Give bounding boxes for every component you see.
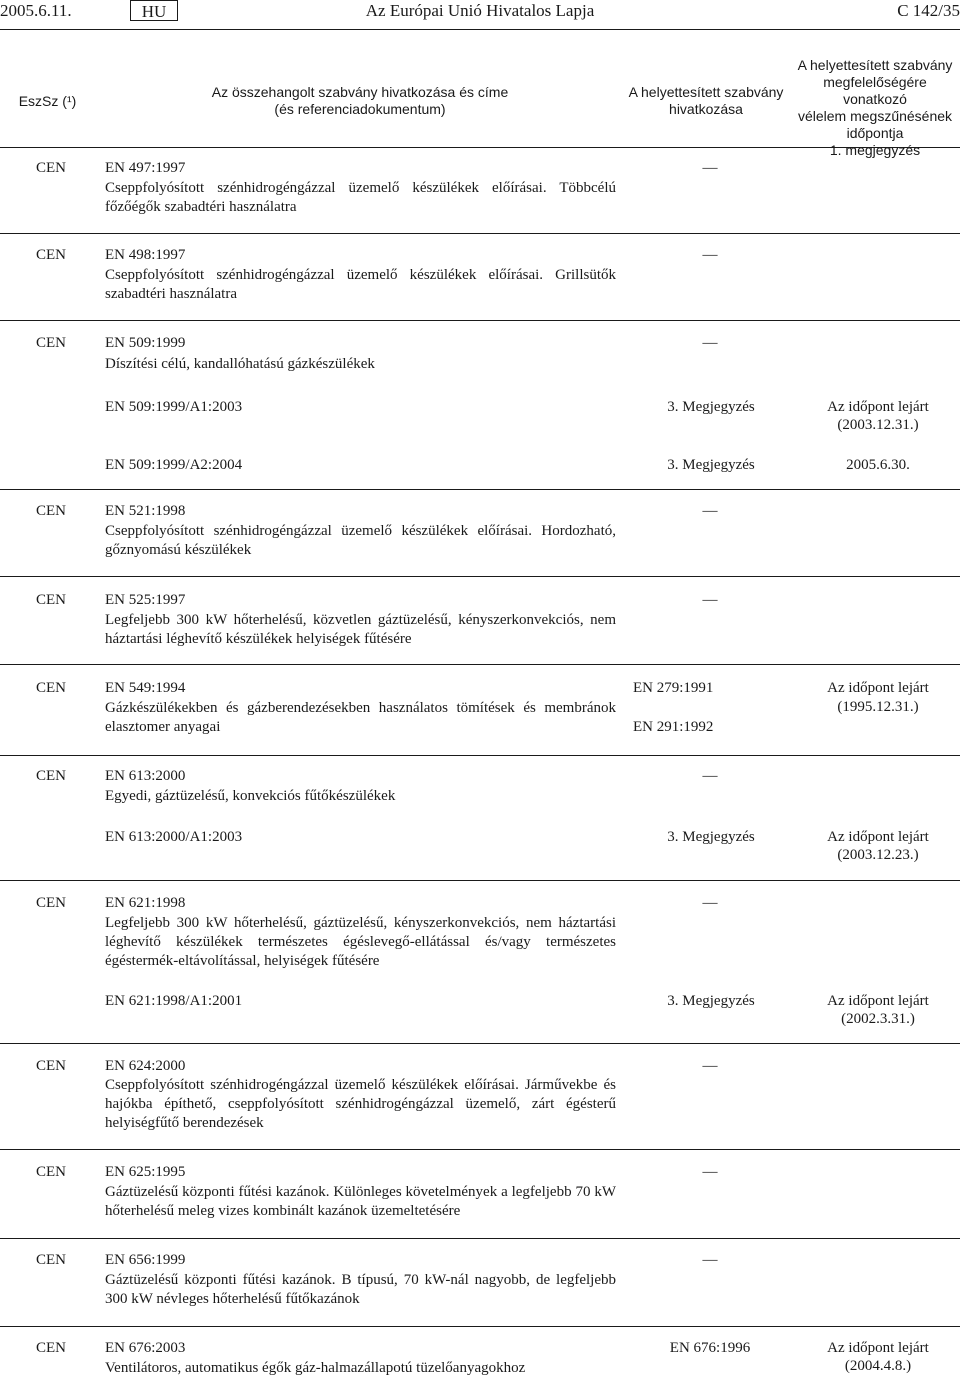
cessation-date: Az időpont lejárt bbox=[827, 993, 929, 1009]
language-badge: HU bbox=[130, 0, 178, 21]
row-rule bbox=[0, 1238, 960, 1239]
standard-title: Cseppfolyósított szénhidrogéngázzal üzemelő készülékek előírásai. Hordozható, gőznyomású készülékek bbox=[105, 523, 616, 558]
header-rule bbox=[0, 29, 960, 30]
standard-title: Legfeljebb 300 kW hőterhelésű, közvetlen gáztüzelésű, kényszerkonvekciós, nem háztartási léghevítő készülékek helyiségek fűtésére bbox=[105, 612, 616, 647]
esz-cell: CEN bbox=[36, 895, 66, 911]
esz-cell: CEN bbox=[36, 768, 66, 784]
standard-ref: EN 624:2000 bbox=[105, 1058, 186, 1074]
standard-ref: EN 525:1997 bbox=[105, 592, 186, 608]
amendment-ref: EN 621:1998/A1:2001 bbox=[105, 993, 243, 1009]
row-rule bbox=[0, 1326, 960, 1327]
superseded-ref: EN 291:1992 bbox=[633, 719, 714, 735]
superseded-ref: EN 279:1991 bbox=[633, 680, 714, 696]
esz-cell: CEN bbox=[36, 503, 66, 519]
esz-cell: CEN bbox=[36, 592, 66, 608]
cessation-date: (1995.12.31.) bbox=[837, 699, 919, 715]
col-reference: Az összehangolt szabvány hivatkozása és címe (és referenciadokumentum) bbox=[211, 84, 509, 117]
superseded-ref: — bbox=[702, 160, 718, 176]
amendment-ref: EN 509:1999/A1:2003 bbox=[105, 399, 243, 415]
standard-title: Cseppfolyósított szénhidrogéngázzal üzemelő készülékek előírásai. Többcélú főzőégők szabadtéri használatra bbox=[105, 180, 616, 215]
page-header bbox=[0, 0, 960, 26]
row-rule bbox=[0, 233, 960, 234]
superseded-ref: — bbox=[702, 1164, 718, 1180]
amendment-note: 3. Megjegyzés bbox=[667, 829, 755, 845]
esz-cell: CEN bbox=[36, 1164, 66, 1180]
standard-title: Cseppfolyósított szénhidrogéngázzal üzemelő készülékek előírásai. Grillsütők szabadtéri használatra bbox=[105, 267, 616, 302]
publication-date: 2005.6.11. bbox=[0, 1, 72, 20]
cessation-date: Az időpont lejárt bbox=[827, 399, 929, 415]
amendment-note: 3. Megjegyzés bbox=[667, 993, 755, 1009]
standard-title: Ventilátoros, automatikus égők gáz-halmazállapotú tüzelőanyagokhoz bbox=[105, 1360, 526, 1376]
table-header-rule bbox=[0, 147, 960, 148]
standard-title: Cseppfolyósított szénhidrogéngázzal üzemelő készülékek előírásai. Járművekbe és hajókba építhető, cseppfolyósított szénhidrogéngázzal üzemelő, zárt égésterű helyiségfűtő berendezések bbox=[105, 1077, 616, 1131]
row-rule bbox=[0, 755, 960, 756]
esz-cell: CEN bbox=[36, 1252, 66, 1268]
superseded-ref: — bbox=[702, 592, 718, 608]
superseded-ref: — bbox=[702, 335, 718, 351]
superseded-ref: EN 676:1996 bbox=[669, 1340, 751, 1356]
cessation-date: Az időpont lejárt bbox=[827, 680, 929, 696]
superseded-ref: — bbox=[702, 247, 718, 263]
standard-title: Gáztüzelésű központi fűtési kazánok. B típusú, 70 kW-nál nagyobb, de legfeljebb 300 kW névleges hőterhelésű fűtőkazánok bbox=[105, 1272, 616, 1307]
standard-title: Legfeljebb 300 kW hőterhelésű, gáztüzelésű, kényszerkonvekciós, nem háztartási léghevítő készülékek természetes égéslevegő-ellátással és/vagy természetes égéstermék-eltávolítással, helyiségek fűtésére bbox=[105, 915, 616, 969]
row-rule bbox=[0, 576, 960, 577]
standard-ref: EN 521:1998 bbox=[105, 503, 186, 519]
journal-title: Az Európai Unió Hivatalos Lapja bbox=[365, 1, 595, 20]
col-superseded: A helyettesített szabvány hivatkozása bbox=[628, 84, 784, 117]
cessation-date: Az időpont lejárt bbox=[827, 829, 929, 845]
superseded-ref: — bbox=[702, 1252, 718, 1268]
page-number: C 142/35 bbox=[897, 1, 960, 20]
row-rule bbox=[0, 664, 960, 665]
standard-ref: EN 509:1999 bbox=[105, 335, 186, 351]
standard-ref: EN 549:1994 bbox=[105, 680, 186, 696]
standard-ref: EN 621:1998 bbox=[105, 895, 186, 911]
row-rule bbox=[0, 880, 960, 881]
esz-cell: CEN bbox=[36, 1058, 66, 1074]
superseded-ref: — bbox=[702, 1058, 718, 1074]
esz-cell: CEN bbox=[36, 1340, 66, 1356]
col-cessation-date: A helyettesített szabvány megfelelőségére vonatkozó vélelem megszűnésének időpontja 1. megjegyzés bbox=[797, 57, 953, 158]
superseded-ref: — bbox=[702, 768, 718, 784]
standard-title: Díszítési célú, kandallóhatású gázkészülékek bbox=[105, 356, 375, 372]
standard-title: Gáztüzelésű központi fűtési kazánok. Különleges követelmények a legfeljebb 70 kW hőterhelésű meleg vizes kombinált kazánok üzemeltetésére bbox=[105, 1184, 616, 1219]
row-rule bbox=[0, 1149, 960, 1150]
amendment-ref: EN 509:1999/A2:2004 bbox=[105, 457, 243, 473]
row-rule bbox=[0, 1043, 960, 1044]
row-rule bbox=[0, 489, 960, 490]
esz-cell: CEN bbox=[36, 247, 66, 263]
cessation-date: (2003.12.23.) bbox=[837, 847, 919, 863]
cessation-date: Az időpont lejárt bbox=[827, 1340, 929, 1356]
standard-ref: EN 613:2000 bbox=[105, 768, 186, 784]
superseded-ref: — bbox=[702, 503, 718, 519]
esz-cell: CEN bbox=[36, 680, 66, 696]
cessation-date: (2003.12.31.) bbox=[837, 417, 919, 433]
row-rule bbox=[0, 320, 960, 321]
superseded-ref: — bbox=[702, 895, 718, 911]
amendment-note: 3. Megjegyzés bbox=[667, 457, 755, 473]
standard-ref: EN 498:1997 bbox=[105, 247, 186, 263]
cessation-date: (2004.4.8.) bbox=[844, 1358, 912, 1374]
cessation-date: (2002.3.31.) bbox=[841, 1011, 915, 1027]
standard-title: Egyedi, gáztüzelésű, konvekciós fűtőkészülékek bbox=[105, 788, 396, 804]
standard-ref: EN 676:2003 bbox=[105, 1340, 186, 1356]
standard-ref: EN 625:1995 bbox=[105, 1164, 186, 1180]
cessation-date: 2005.6.30. bbox=[846, 457, 910, 473]
esz-cell: CEN bbox=[36, 335, 66, 351]
amendment-ref: EN 613:2000/A1:2003 bbox=[105, 829, 243, 845]
standard-ref: EN 656:1999 bbox=[105, 1252, 186, 1268]
amendment-note: 3. Megjegyzés bbox=[667, 399, 755, 415]
col-esz: EszSz (¹) bbox=[18, 93, 77, 109]
esz-cell: CEN bbox=[36, 160, 66, 176]
standard-title: Gázkészülékekben és gázberendezésekben használatos tömítések és membránok elasztomer anyagai bbox=[105, 700, 616, 735]
standard-ref: EN 497:1997 bbox=[105, 160, 186, 176]
